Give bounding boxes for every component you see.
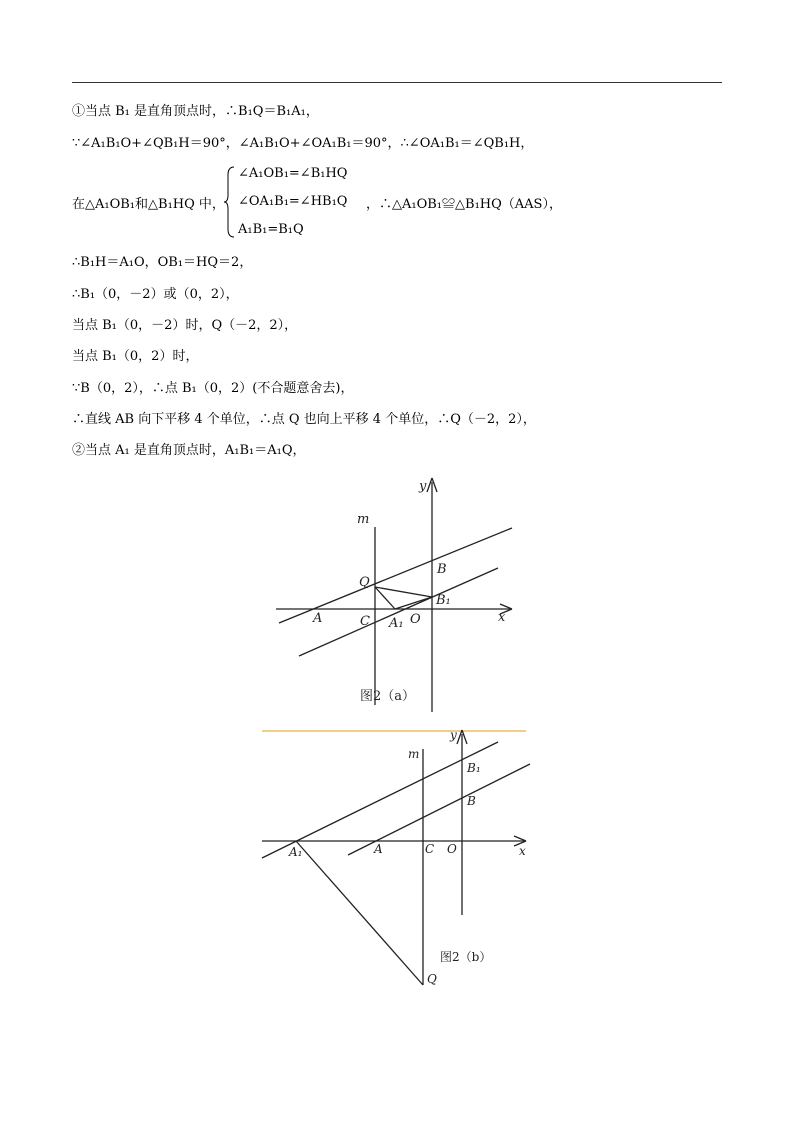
fig-b-label-m: m [408,747,420,761]
fig-a-label-y: y [419,479,427,494]
system-equation-3: A₁B₁=B₁Q [238,222,304,237]
text-line-2: ∵∠A₁B₁O+∠QB₁H＝90°，∠A₁B₁O+∠OA₁B₁＝90°，∴∠OA₁B₁＝∠QB₁H， [72,136,534,151]
system-equation-2: ∠OA₁B₁=∠HB₁Q [238,194,348,209]
fig-b-label-A: A [374,842,383,856]
text-line-10: ②当点 A₁ 是直角顶点时，A₁B₁＝A₁Q， [72,443,306,458]
fig-b-label-B: B [467,794,476,808]
fig-b-segment-A1Q [296,841,423,985]
text-line-7: 当点 B₁（0，2）时， [72,349,199,364]
fig-a-label-B1: B₁ [436,593,451,608]
fig-a-label-O: O [410,612,421,627]
fig-a-label-A: A [313,611,323,626]
fig-a-label-x: x [498,610,506,625]
fig-b-label-Q: Q [427,972,437,986]
text-line-6: 当点 B₁（0，－2）时，Q（－2，2）， [72,318,298,333]
fig-a-label-C: C [360,614,370,629]
fig-b-label-y: y [450,728,457,742]
text-line-1: ①当点 B₁ 是直角顶点时，∴B₁Q＝B₁A₁， [72,104,319,119]
text-line-9: ∴直线 AB 向下平移 4 个单位，∴点 Q 也向上平移 4 个单位，∴Q（－2，2）， [72,412,536,427]
fig-a-label-B: B [437,562,447,577]
fig-a-label-Q: Q [359,575,370,590]
fig-b-caption: 图2（b） [440,950,492,964]
text-line-3-prefix: 在△A₁OB₁和△B₁HQ 中， [72,197,225,212]
fig-a-caption: 图2（a） [360,689,416,704]
fig-b-label-O: O [447,842,457,856]
fig-b-label-A1: A₁ [289,845,303,859]
fig-b-label-x: x [519,844,526,858]
fig-b-label-C: C [425,842,435,856]
text-line-3-suffix: ，∴△A₁OB₁≌△B₁HQ（AAS）， [366,197,562,212]
text-line-4: ∴B₁H＝A₁O，OB₁＝HQ＝2， [72,255,253,270]
fig-a-label-m: m [357,512,370,527]
fig-b-label-B1: B₁ [467,761,481,775]
text-line-8: ∵B（0，2），∴点 B₁（0，2）(不合题意舍去)， [72,381,354,396]
system-equation-1: ∠A₁OB₁=∠B₁HQ [238,166,348,181]
fig-a-label-A1: A₁ [389,616,404,631]
text-line-5: ∴B₁（0，－2）或（0，2）， [72,287,239,302]
